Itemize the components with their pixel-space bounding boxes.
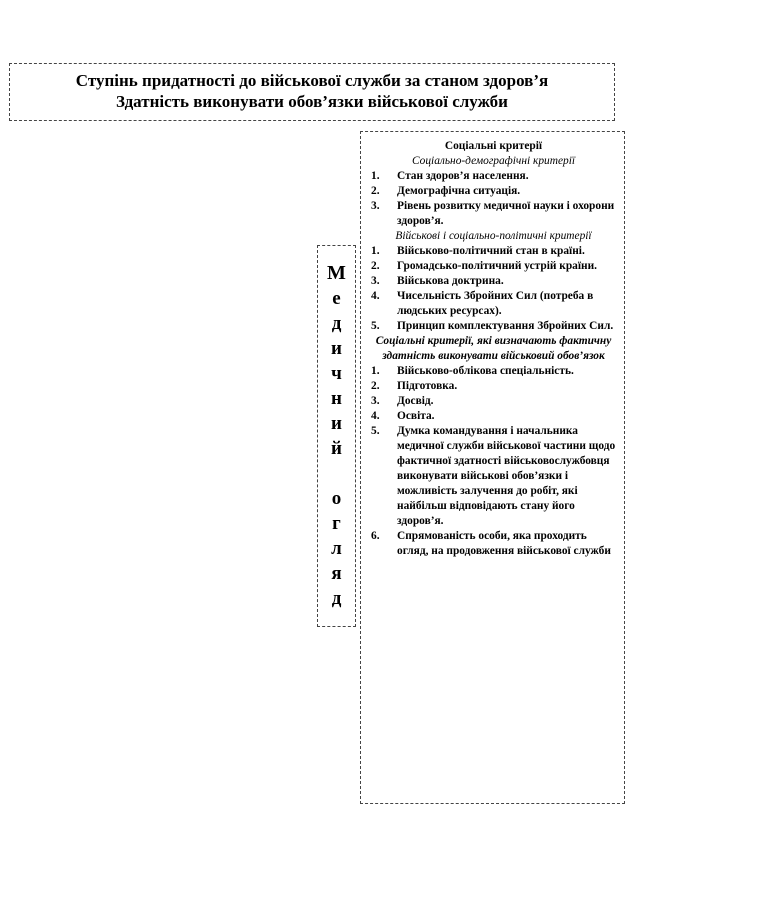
list-item: 1. Стан здоров’я населення.: [371, 170, 529, 182]
criteria-box: [360, 131, 625, 804]
title-line-2: Здатність виконувати обов’язки військової служби: [116, 92, 508, 111]
vertical-letter: д: [331, 588, 342, 609]
vertical-letter: я: [331, 563, 342, 584]
title-box: [9, 63, 615, 121]
socio-demographic-list: [371, 169, 616, 229]
group-heading-actual-ability: Соціальні критерії, які визначають фактичну здатність виконувати військовий обов’язок: [375, 335, 612, 362]
vertical-letter: г: [332, 513, 341, 534]
vertical-letter: е: [332, 288, 341, 309]
list-item: 3. Рівень розвитку медичної науки і охорони здоров’я.: [371, 200, 615, 227]
list-item: 6. Спрямованість особи, яка проходить огляд, на продовження військової служби: [371, 530, 611, 557]
medical-exam-vertical-label: [317, 245, 356, 627]
vertical-letter: й: [331, 438, 342, 459]
list-item: 3. Військова доктрина.: [371, 275, 504, 287]
list-item: 1. Військово-облікова спеціальність.: [371, 365, 574, 377]
vertical-letter: ч: [331, 363, 342, 384]
vertical-letter: и: [331, 413, 342, 434]
vertical-letter: л: [331, 538, 342, 559]
actual-ability-list: [371, 364, 616, 559]
list-item: 5. Принцип комплектування Збройних Сил.: [371, 320, 614, 332]
criteria-heading: Соціальні критерії: [444, 140, 543, 152]
vertical-letter: н: [331, 388, 342, 409]
list-item: 2. Громадсько-політичний устрій країни.: [371, 260, 598, 272]
list-item: 2. Підготовка.: [371, 380, 458, 392]
vertical-letter: д: [331, 313, 342, 334]
group-heading-socio-demographic: Соціально-демографічні критерії: [411, 155, 576, 167]
vertical-letter: о: [331, 488, 342, 509]
vertical-letter: и: [331, 338, 342, 359]
military-political-list: [371, 244, 616, 334]
vertical-letter: М: [327, 262, 346, 284]
list-item: 4. Чисельність Збройних Сил (потреба в людських ресурсах).: [371, 290, 594, 317]
list-item: 2. Демографічна ситуація.: [371, 185, 521, 197]
list-item: 1. Військово-політичний стан в країні.: [371, 245, 585, 257]
title-line-1: Ступінь придатності до військової служби за станом здоров’я: [75, 71, 549, 90]
list-item: 3. Досвід.: [371, 395, 434, 407]
group-heading-military-political: Військові і соціально-політичні критерії: [395, 230, 592, 242]
list-item: 4. Освіта.: [371, 410, 435, 422]
list-item: 5. Думка командування і начальника медичної служби військової частини щодо фактичної здатності військовослужбовця виконувати військові обов’язки і можливість залучення до робіт, які найбільш відповідають стану його здоров’я.: [371, 425, 616, 527]
